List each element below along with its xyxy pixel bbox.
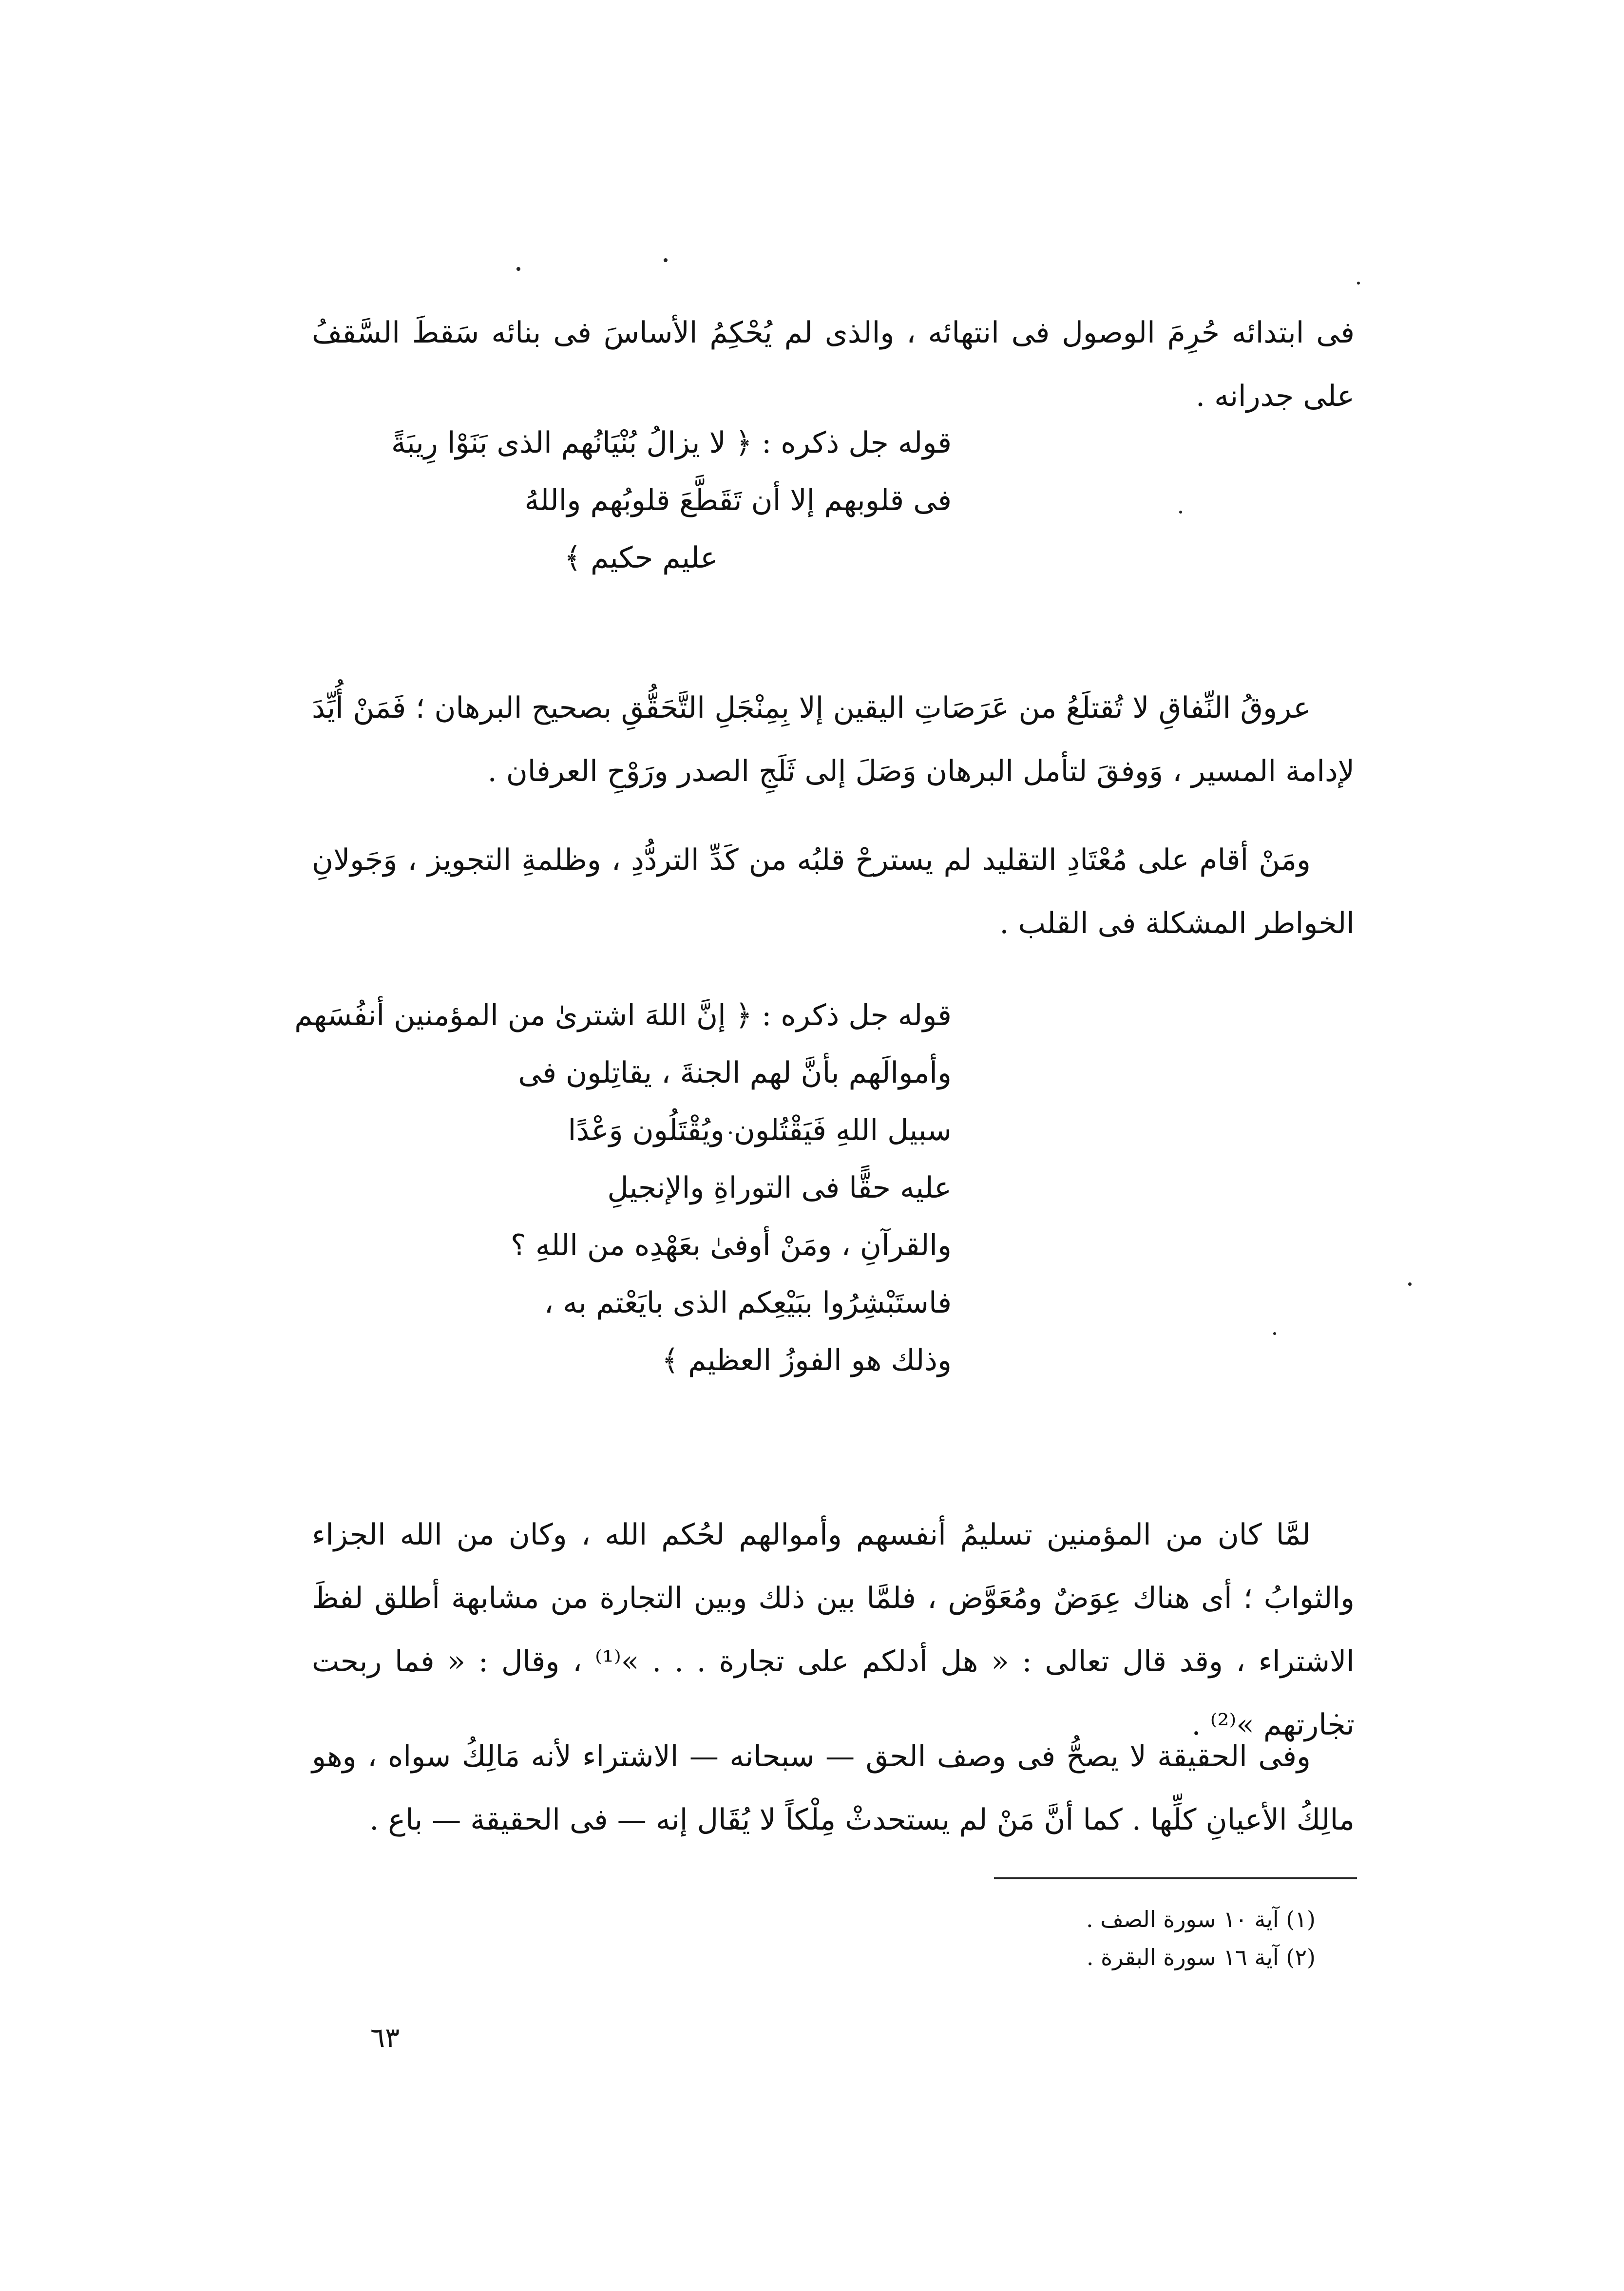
paragraph-trade: [312, 1503, 1355, 1756]
verse-line: والقرآنِ ، ومَنْ أوفىٰ بعَهْدِه من اللهِ ؟: [511, 1228, 952, 1262]
verse-line: قوله جل ذكره : ﴿ إنَّ اللهَ اشترىٰ من المؤمنين أنفُسَهم: [294, 998, 952, 1032]
scan-speck: [1408, 1282, 1412, 1286]
scan-speck: [664, 258, 668, 262]
paragraph-opening: [312, 301, 1355, 428]
verse-line: عليه حقًّا فى التوراةِ والإنجيلِ: [607, 1171, 952, 1205]
paragraph-text: ومَنْ أقام على مُعْتَادِ التقليد لم يسترحْ قلبُه من كَدِّ التردُّدِ ، وظلمةِ التجويز ، وَجَولانِ الخواطر المشكلة فى القلب .: [312, 843, 1355, 940]
scan-speck: [1357, 282, 1360, 285]
paragraph-text: وفى الحقيقة لا يصحُّ فى وصف الحق — سبحانه — الاشتراء لأنه مَالِكُ سواه ، وهو مالِكُ الأعيانِ كلِّها . كما أنَّ مَنْ لم يستحدثْ مِلْكاً لا يُقَال إنه — فى الحقيقة — باع .: [312, 1739, 1355, 1837]
scan-speck: [1179, 511, 1182, 514]
scan-speck: [1273, 1332, 1276, 1335]
verse-line: سبيل اللهِ فَيَقْتُلون ويُقْتَلُون وَعْدًا: [568, 1113, 952, 1147]
quran-verse-block-1: [318, 414, 952, 587]
quran-verse-block-2: [294, 987, 952, 1389]
paragraph-text: عروقُ النِّفاقِ لا تُقتلَعُ من عَرَصَاتِ اليقين إلا بِمِنْجَلِ التَّحَقُّقِ بصحيح البرهان ؛ فَمَنْ أُيِّدَ لإدامة المسير ، وَوفقَ لتأمل البرهان وَصَلَ إلى ثَلَجِ الصدر ورَوْحِ العرفان .: [312, 691, 1355, 788]
verse-line: وذلك هو الفوزُ العظيم ﴾: [661, 1343, 952, 1377]
footnote-divider: [994, 1877, 1357, 1879]
page-number: ٦٣: [370, 2022, 400, 2054]
verse-line: وأموالَهم بأنَّ لهم الجنةَ ، يقاتِلون فى: [518, 1056, 952, 1090]
paragraph-reality: [312, 1725, 1355, 1852]
footnote-item: (١) آية ١٠ سورة الصف .: [1086, 1906, 1316, 1932]
footnotes: [926, 1900, 1316, 1976]
scan-speck: [516, 267, 520, 271]
verse-line: قوله جل ذكره : ﴿ لا يزالُ بُنْيَانُهم الذى بَنَوْا رِيبَةً: [391, 426, 952, 460]
verse-line: فى قلوبهم إلا أن تَقَطَّعَ قلوبُهم واللهُ: [524, 483, 952, 517]
verse-line: عليم حكيم ﴾: [564, 541, 718, 575]
paragraph-text: فى ابتدائه حُرِمَ الوصول فى انتهائه ، والذى لم يُحْكِمُ الأساسَ فى بنائه سَقطَ السَّقفُ على جدرانه .: [312, 316, 1355, 413]
paragraph-imitation: [312, 828, 1355, 955]
paragraph-hypocrisy: [312, 676, 1355, 803]
verse-line: فاستَبْشِرُوا ببَيْعِكم الذى بايَعْتم به ،: [544, 1286, 952, 1320]
paragraph-text: لمَّا كان من المؤمنين تسليمُ أنفسهم وأموالهم لحُكم الله ، وكان من الله الجزاء والثوابُ ؛ أى هناك عِوَضٌ ومُعَوَّض ، فلمَّا بين ذلك وبين التجارة من مشابهة أطلق لفظَ الاشتراء ، وقد قال تعالى : « هل أدلكم على تجارة . . . »⁽¹⁾ ، وقال : « فما ربحت تجارتهم »⁽²⁾ .: [312, 1518, 1355, 1742]
footnote-item: (٢) آية ١٦ سورة البقرة .: [1086, 1944, 1316, 1970]
